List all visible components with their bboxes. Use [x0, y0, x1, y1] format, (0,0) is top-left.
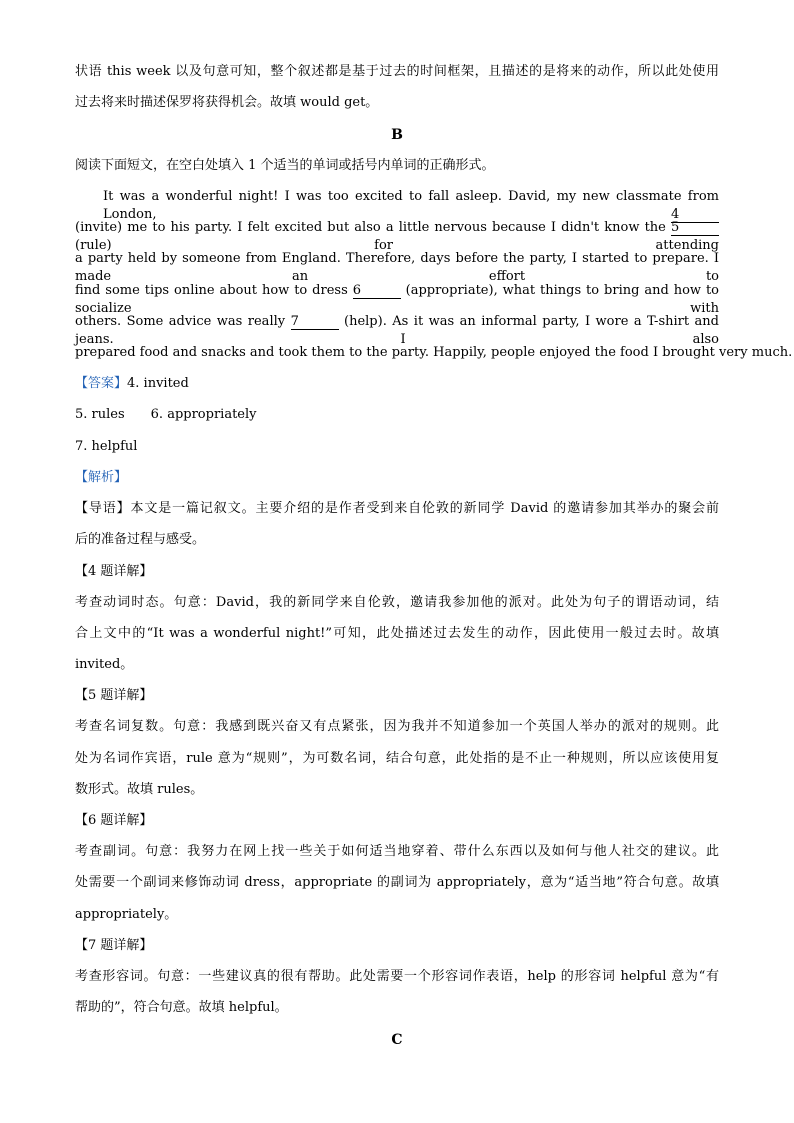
guide-text: 本文是一篇记叙文。主要介绍的是作者受到来自伦敦的新同学 David 的邀请参加其举办的聚会前: [130, 501, 719, 516]
q7-line-1: 考查形容词。句意：一些建议真的很有帮助。此处需要一个形容词作表语，help 的形容词 helpful 意为“有: [75, 969, 719, 984]
intro-line-1: 状语 this week 以及句意可知，整个叙述都是基于过去的时间框架，且描述的是将来的动作，所以此处使用: [75, 64, 719, 79]
passage-line-3: a party held by someone from England. Therefore, days before the party, I started to prepare. I made an effort to: [75, 251, 719, 284]
q7-title: 【7 题详解】: [75, 938, 153, 953]
section-c-heading: C: [391, 1032, 403, 1048]
passage-text: others. Some advice was really: [75, 314, 286, 329]
blank-7: 7: [291, 315, 339, 330]
q4-line-2: 合上文中的“It was a wonderful night!”可知，此处描述过去发生的动作，因此使用一般过去时。故填: [75, 626, 719, 641]
passage-line-6: prepared food and snacks and took them to the party. Happily, people enjoyed the food I brought very much.: [75, 345, 793, 360]
q4-line-3: invited。: [75, 657, 134, 672]
intro-line-2: 过去将来时描述保罗将获得机会。故填 would get。: [75, 95, 379, 110]
q5-line-2: 处为名词作宾语，rule 意为“规则”，为可数名词，结合句意，此处指的是不止一种规则，所以应该使用复: [75, 751, 719, 766]
q6-title: 【6 题详解】: [75, 813, 153, 828]
answer-line-1: [75, 375, 719, 393]
q7-line-2: 帮助的”，符合句意。故填 helpful。: [75, 1000, 288, 1015]
guide-label: 【导语】: [75, 501, 131, 516]
q6-line-1: 考查副词。句意：我努力在网上找一些关于如何适当地穿着、带什么东西以及如何与他人社交的建议。此: [75, 844, 719, 859]
passage-text: (help). As it was an informal party, I wore a T-shirt and jeans. I also: [75, 314, 719, 347]
q4-title: 【4 题详解】: [75, 564, 153, 579]
passage-text: (invite) me to his party. I felt excited but also a little nervous because I didn't know the: [75, 220, 666, 235]
q5-line-3: 数形式。故填 rules。: [75, 782, 204, 797]
blank-4: 4: [671, 208, 719, 223]
passage-text: find some tips online about how to dress: [75, 283, 348, 298]
blank-6: 6: [353, 284, 401, 299]
analysis-label: 【解析】: [75, 470, 128, 485]
answer-line-2: [75, 406, 719, 424]
q5-title: 【5 题详解】: [75, 688, 153, 703]
q6-line-3: appropriately。: [75, 907, 178, 922]
answer-5: 5. rules: [75, 407, 125, 422]
guide-line-1: [75, 500, 719, 518]
passage-text: It was a wonderful night! I was too excited to fall asleep. David, my new classmate from London,: [103, 189, 719, 222]
passage-text: (appropriate), what things to bring and how to socialize with: [75, 283, 720, 316]
passage-text: (rule) for attending: [75, 238, 719, 253]
section-b-heading: B: [391, 127, 403, 143]
blank-5: 5: [671, 221, 719, 236]
answer-label: 【答案】: [75, 376, 128, 391]
answer-7: 7. helpful: [75, 439, 138, 454]
answer-4: 4. invited: [127, 376, 189, 391]
q4-line-1: 考查动词时态。句意：David，我的新同学来自伦敦，邀请我参加他的派对。此处为句子的谓语动词，结: [75, 595, 719, 610]
section-b-instruction: 阅读下面短文，在空白处填入 1 个适当的单词或括号内单词的正确形式。: [75, 158, 495, 173]
guide-line-2: 后的准备过程与感受。: [75, 532, 206, 547]
answer-6: 6. appropriately: [150, 407, 257, 422]
q5-line-1: 考查名词复数。句意：我感到既兴奋又有点紧张，因为我并不知道参加一个英国人举办的派对的规则。此: [75, 719, 719, 734]
q6-line-2: 处需要一个副词来修饰动词 dress，appropriate 的副词为 appropriately，意为“适当地”符合句意。故填: [75, 875, 719, 890]
